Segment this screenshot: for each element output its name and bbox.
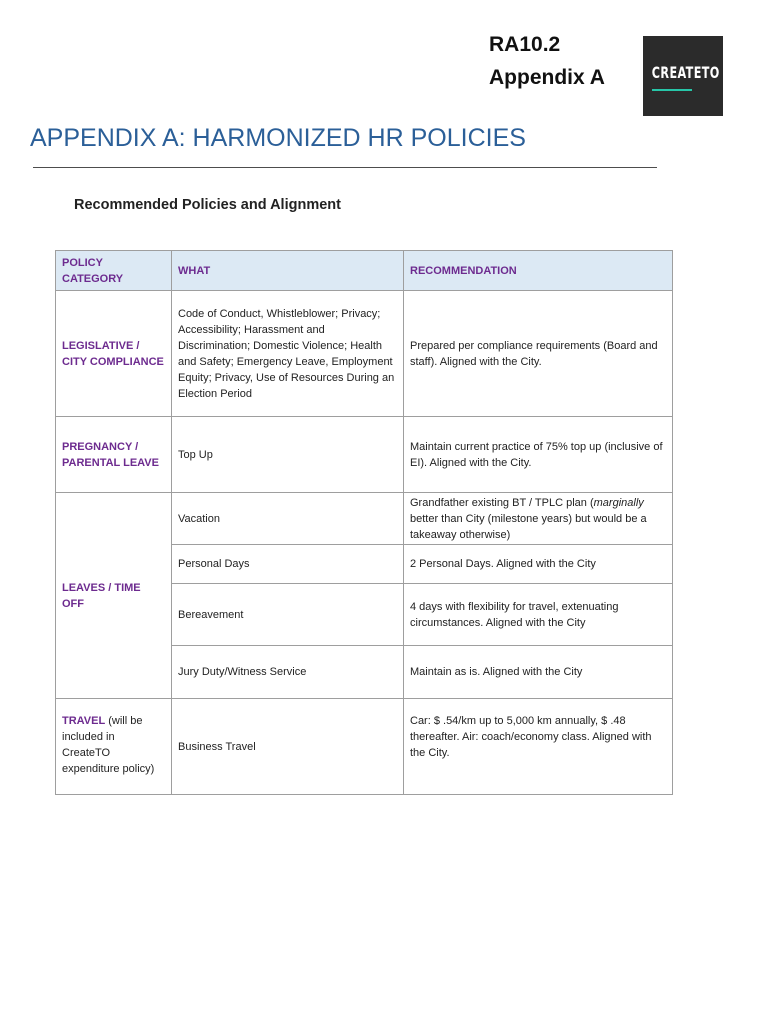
- what-cell: Business Travel: [172, 699, 404, 795]
- category-label: TRAVEL: [62, 715, 106, 727]
- title-divider: [33, 167, 657, 168]
- recommendation-cell: 4 days with flexibility for travel, extenuating circumstances. Aligned with the City: [404, 584, 673, 646]
- page-title-text: APPENDIX A: HARMONIZED HR POLICIES: [30, 124, 526, 152]
- what-cell: Vacation: [172, 493, 404, 545]
- what-cell: Bereavement: [172, 584, 404, 646]
- recommendation-emphasis: marginally: [593, 496, 644, 509]
- recommendation-text: Grandfather existing BT / TPLC plan (: [410, 496, 594, 509]
- appendix-label: Appendix A: [489, 66, 605, 89]
- category-note: (will be included in CreateTO expenditure policy): [62, 715, 155, 775]
- what-cell: Personal Days: [172, 545, 404, 584]
- category-cell: LEGISLATIVE / CITY COMPLIANCE: [56, 291, 172, 417]
- table-row: [56, 493, 673, 545]
- table-row: [56, 417, 673, 493]
- policy-table: [55, 250, 673, 795]
- header-recommendation: RECOMMENDATION: [404, 251, 673, 291]
- recommendation-cell: Maintain current practice of 75% top up (inclusive of EI). Aligned with the City.: [404, 417, 673, 493]
- what-cell: Top Up: [172, 417, 404, 493]
- what-cell: Code of Conduct, Whistleblower; Privacy; Accessibility; Harassment and Discrimination; Domestic Violence; Health and Safety; Emergency Leave, Employment Equity; Privacy, Use of Resources During an Election Period: [172, 291, 404, 417]
- page-title: [30, 124, 526, 153]
- recommendation-text: better than City (milestone years) but would be a takeaway otherwise): [410, 512, 647, 541]
- table-row: [56, 699, 673, 795]
- table-row: [56, 291, 673, 417]
- section-subtitle: Recommended Policies and Alignment: [74, 197, 341, 213]
- recommendation-cell: [404, 493, 673, 545]
- header-what: WHAT: [172, 251, 404, 291]
- category-cell: [56, 699, 172, 795]
- createto-logo: [643, 36, 723, 116]
- recommendation-cell: 2 Personal Days. Aligned with the City: [404, 545, 673, 584]
- header-policy-category: POLICY CATEGORY: [56, 251, 172, 291]
- what-cell: Jury Duty/Witness Service: [172, 646, 404, 699]
- recommendation-cell: Maintain as is. Aligned with the City: [404, 646, 673, 699]
- recommendation-cell: Prepared per compliance requirements (Board and staff). Aligned with the City.: [404, 291, 673, 417]
- reference-code: RA10.2: [489, 33, 561, 56]
- document-reference: [489, 28, 605, 94]
- recommendation-cell: Car: $ .54/km up to 5,000 km annually, $ .48 thereafter. Air: coach/economy class. Aligned with the City.: [404, 699, 673, 795]
- logo-underline: [652, 89, 692, 91]
- logo-text: CREATETO: [651, 63, 720, 82]
- category-cell: LEAVES / TIME OFF: [56, 493, 172, 699]
- table-header-row: [56, 251, 673, 291]
- category-cell: PREGNANCY / PARENTAL LEAVE: [56, 417, 172, 493]
